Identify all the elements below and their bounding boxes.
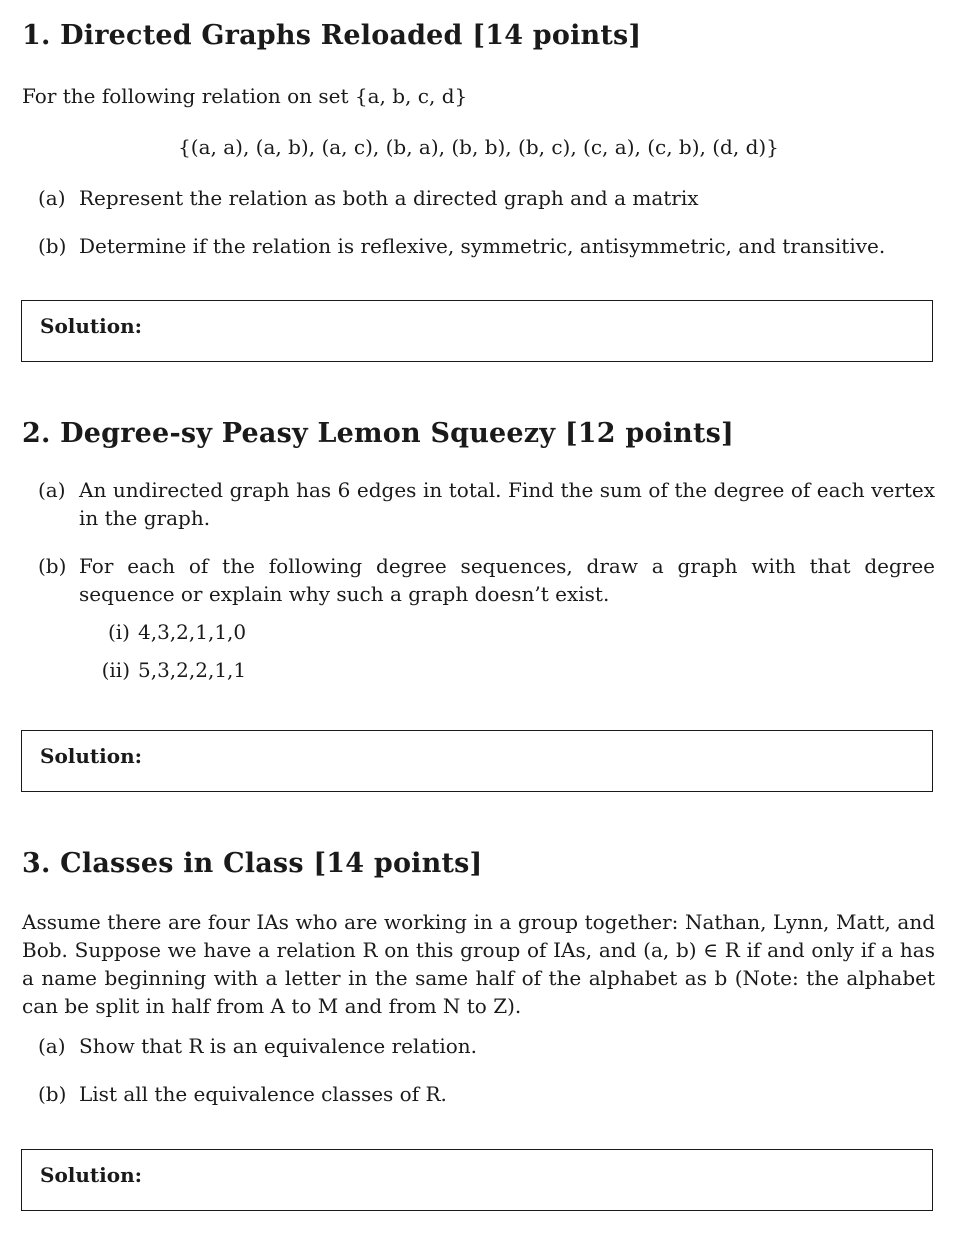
q3-item-b (38, 1080, 935, 1108)
q1-item-b-label: (b) (38, 234, 67, 258)
q1-intro: For the following relation on set {a, b, c, d} (22, 84, 468, 108)
q2-subitem-i (90, 618, 246, 646)
q2-item-a (38, 476, 935, 532)
q2-subitem-i-label: (i) (107, 620, 130, 644)
q1-item-b-text: Determine if the relation is reflexive, symmetric, antisymmetric, and transitive. (79, 234, 886, 258)
q2-title: 2. Degree-sy Peasy Lemon Squeezy [12 points] (22, 418, 734, 449)
q3-solution-label: Solution: (40, 1163, 143, 1187)
q1-item-a-text: Represent the relation as both a directed graph and a matrix (79, 186, 699, 210)
q3-item-a-label: (a) (38, 1034, 66, 1058)
q1-solution-label: Solution: (40, 314, 143, 338)
q1-solution-box[interactable] (21, 300, 933, 362)
q2-solution-box[interactable] (21, 730, 933, 792)
q2-subitem-i-text: 4,3,2,1,1,0 (138, 620, 247, 644)
q3-item-a (38, 1032, 935, 1060)
q2-item-b-text: For each of the following degree sequences, draw a graph with that degree sequence or explain why such a graph doesn’t exist. (79, 554, 935, 606)
q3-item-b-label: (b) (38, 1082, 67, 1106)
q2-subitem-ii-label: (ii) (101, 658, 130, 682)
q2-solution-label: Solution: (40, 744, 143, 768)
q2-subitem-ii-text: 5,3,2,2,1,1 (138, 658, 247, 682)
q1-relation: {(a, a), (a, b), (a, c), (b, a), (b, b), (b, c), (c, a), (c, b), (d, d)} (178, 135, 779, 159)
q2-item-b (38, 552, 935, 608)
q3-item-b-text: List all the equivalence classes of R. (79, 1082, 447, 1106)
q2-subitem-ii (90, 656, 246, 684)
q2-item-a-text: An undirected graph has 6 edges in total. Find the sum of the degree of each vertex in the graph. (79, 478, 935, 530)
q3-solution-box[interactable] (21, 1149, 933, 1211)
q1-item-a (38, 184, 935, 212)
q1-title: 1. Directed Graphs Reloaded [14 points] (22, 20, 642, 51)
q3-item-a-text: Show that R is an equivalence relation. (79, 1034, 478, 1058)
q2-item-b-label: (b) (38, 554, 67, 578)
q3-intro: Assume there are four IAs who are working in a group together: Nathan, Lynn, Matt, and Bob. Suppose we have a relation R on this group of IAs, and (a, b) ∈ R if and only if a has a name beginning with a letter in the same half of the alphabet as b (Note: the alphabet can be split in half from A to M and from N to Z). (22, 910, 935, 1018)
q1-item-b (38, 232, 935, 260)
q2-item-a-label: (a) (38, 478, 66, 502)
q1-item-a-label: (a) (38, 186, 66, 210)
q3-title: 3. Classes in Class [14 points] (22, 848, 483, 879)
